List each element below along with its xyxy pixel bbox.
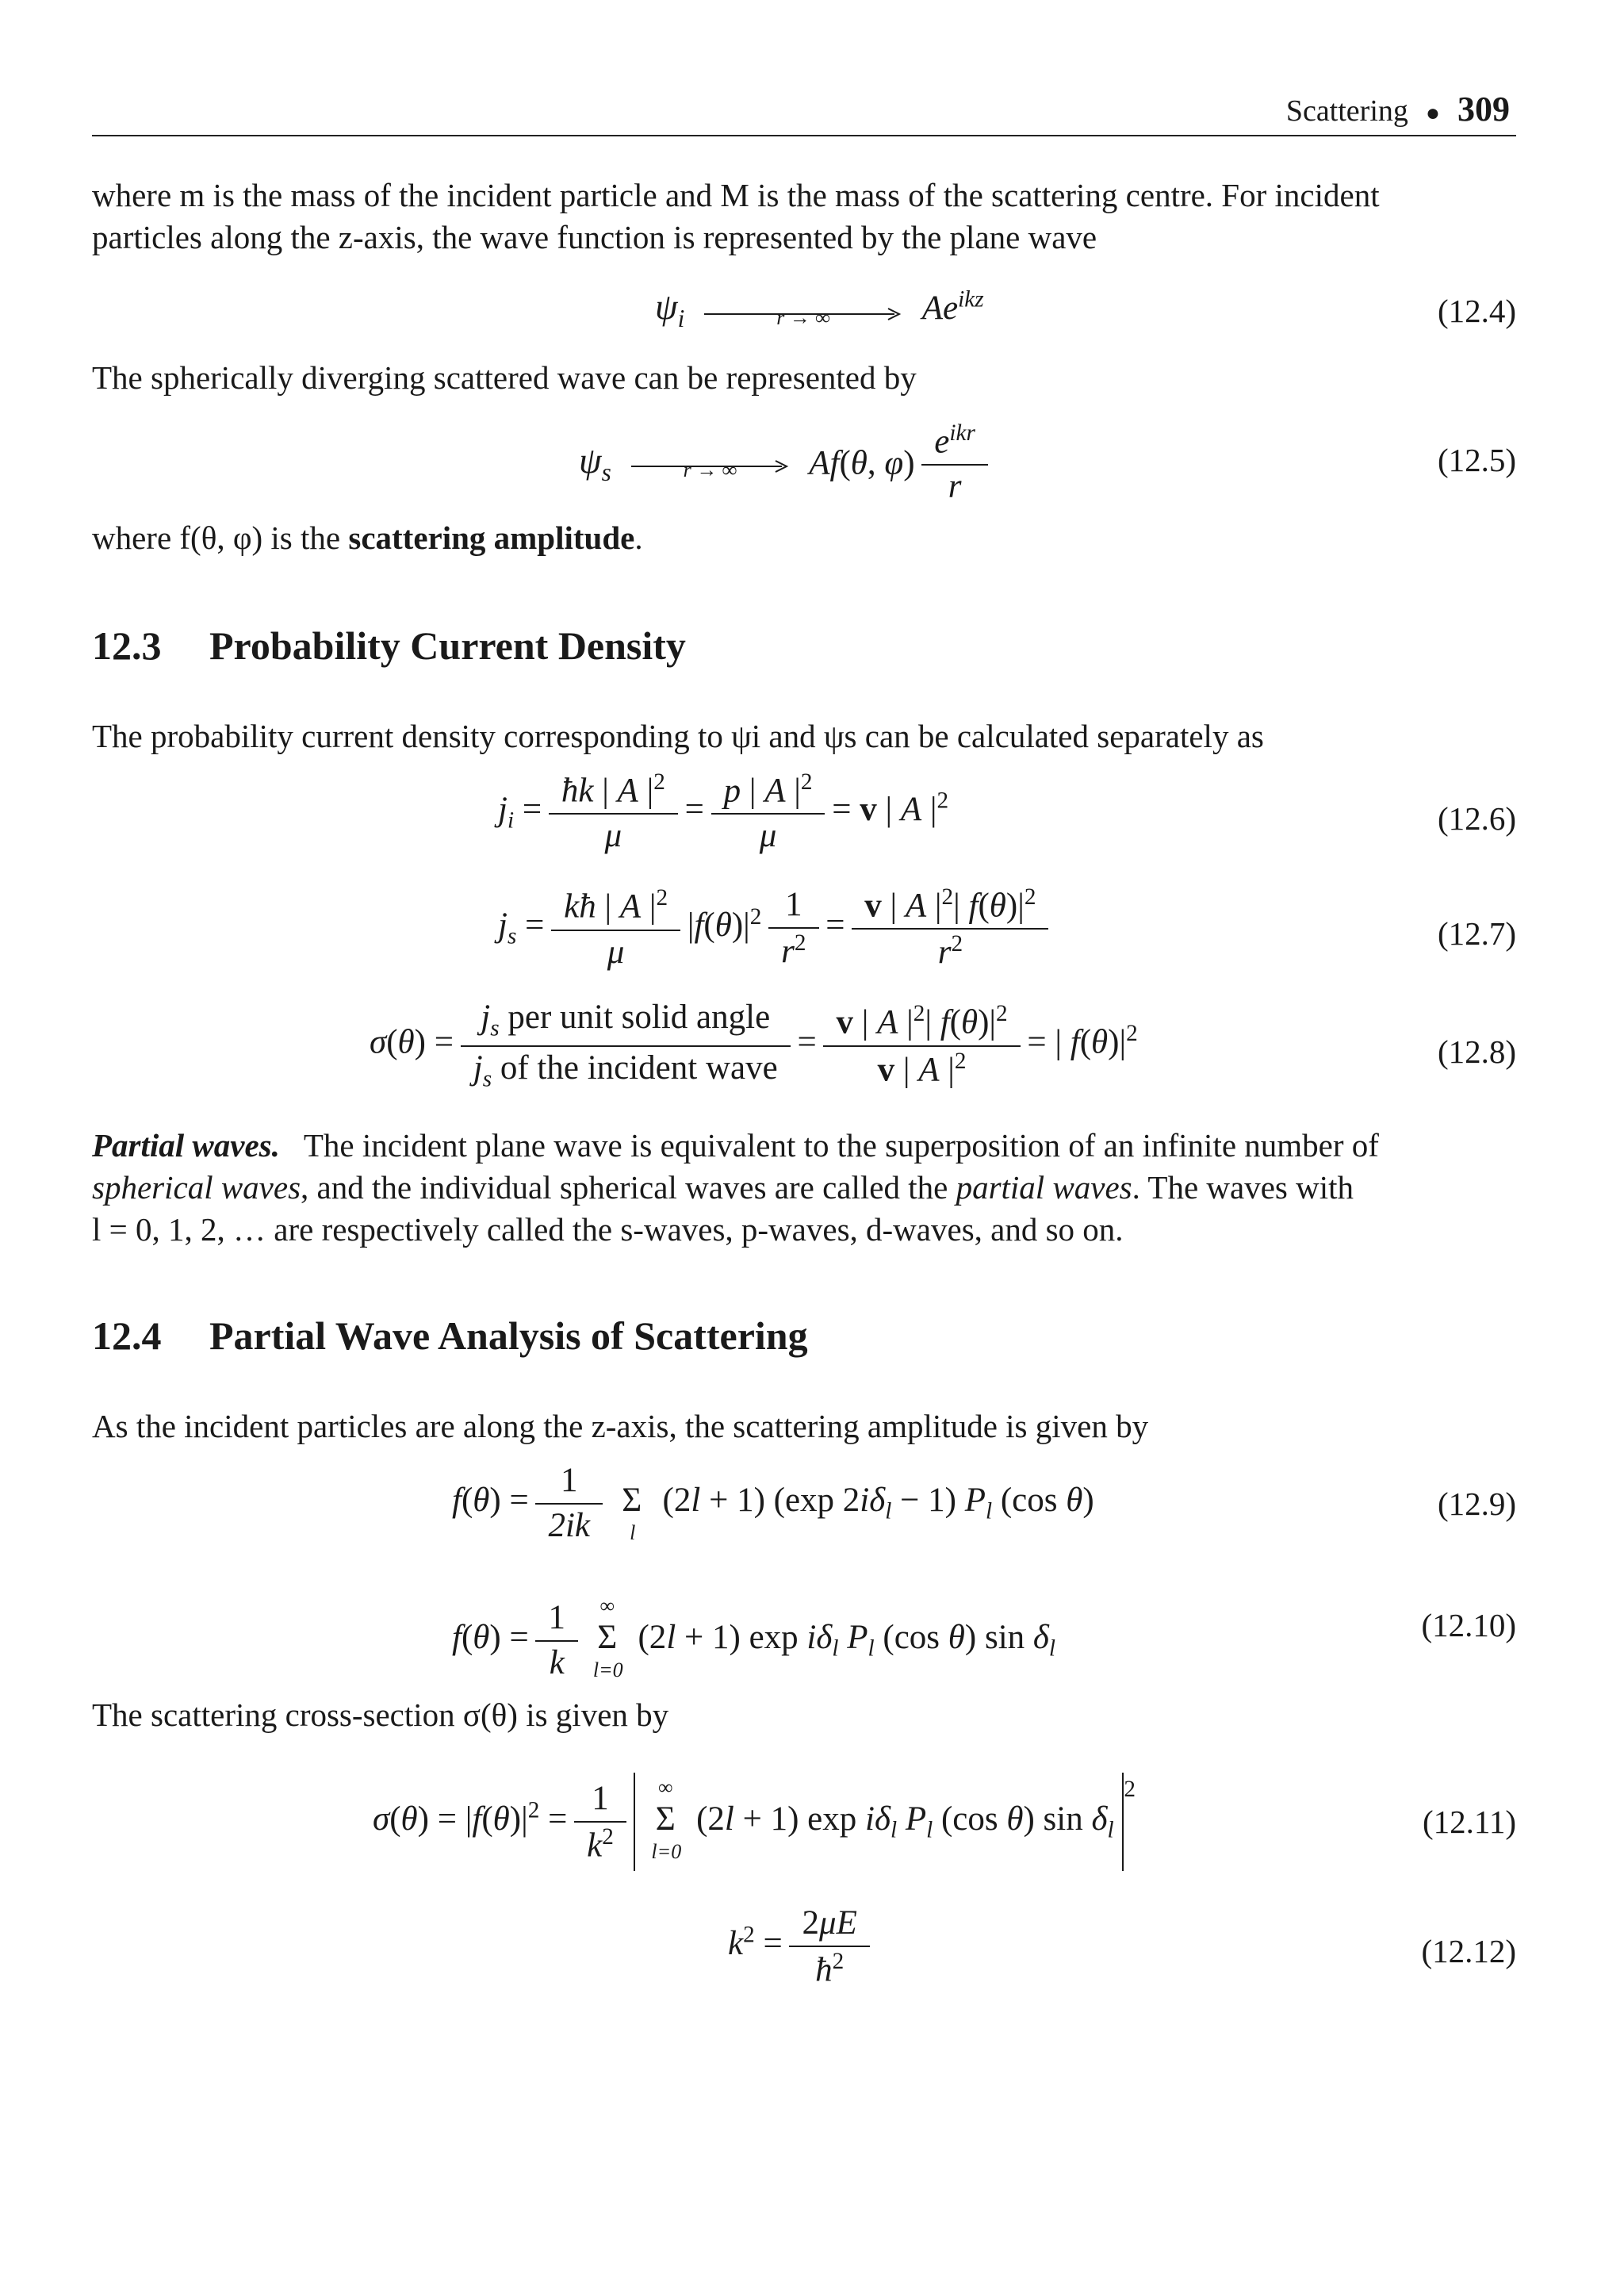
paragraph-diverging: The spherically diverging scattered wave can be represented by [92, 359, 917, 396]
running-head [1286, 89, 1510, 129]
equation-number: (12.7) [1437, 915, 1516, 952]
text: . [634, 519, 643, 556]
equation-number: (12.11) [1422, 1804, 1516, 1840]
equation-number: (12.12) [1421, 1933, 1516, 1969]
section-title: Probability Current Density [209, 623, 686, 668]
italic-term: partial waves [956, 1169, 1132, 1206]
equation-12-5: $\psi_s$ r → ∞ Af(θ, φ) $\frac{e^{ikr}}{r}$ [579, 420, 986, 506]
section-number: 12.3 [92, 623, 162, 668]
equation-number: (12.6) [1437, 800, 1516, 837]
run-in-heading: Partial waves. [92, 1127, 280, 1164]
text: The incident plane wave is equivalent to the superposition of an infinite number of [303, 1127, 1379, 1164]
equation-number: (12.5) [1437, 442, 1516, 478]
paragraph-amplitude [92, 517, 1516, 559]
equation-12-11: $\sigma(\theta) = |f(\theta)|^2$ = $\frac{1}{k^2}$ ∞ Σ l=0 (2l + 1) $\exp i\delta_l$ $P_l$ (cos θ) $\sin \delta_l$ $^2$ [373, 1773, 1136, 1871]
equation-number: (12.8) [1437, 1033, 1516, 1070]
paragraph-current: The probability current density corresponding to ψi and ψs can be calculated separately as [92, 718, 1264, 754]
text: . The waves with [1132, 1169, 1354, 1206]
text: where f(θ, φ) is the [92, 519, 341, 556]
equation-12-10: f(θ) = $\frac{1}{k}$ ∞ Σ l=0 (2l + 1) $\exp i\delta_l$ $P_l$ (cos θ) $\sin \delta_l$ [452, 1593, 1056, 1681]
paragraph-partial-waves [92, 1125, 1516, 1251]
page-number: 309 [1457, 90, 1510, 128]
numerator-text: per unit solid angle [508, 999, 771, 1036]
equation-12-9: f(θ) = $\frac{1}{2ik}$ Σ l (2l + 1) (exp $2i\delta_l - 1$) $P_l$ (cos θ) [452, 1462, 1094, 1544]
equation-12-12: $k^2$ = $\frac{2\mu E}{ħ^2}$ [728, 1904, 868, 1989]
bold-term: scattering amplitude [348, 519, 635, 556]
equation-lhs: σ(θ) = [370, 1023, 454, 1061]
section-number: 12.4 [92, 1313, 162, 1358]
equation-number: (12.10) [1421, 1607, 1516, 1643]
equation-number: (12.4) [1437, 293, 1516, 329]
paragraph-amplitude-given: As the incident particles are along the z-axis, the scattering amplitude is given by [92, 1408, 1149, 1444]
denominator-text: of the incident wave [500, 1049, 778, 1087]
paragraph-mass [92, 174, 1516, 259]
equation-12-8: σ(θ) = $\frac{j_s per unit solid angle}{j_s of the incident wave}$ = $\frac{v | A |^2| f(\theta)|^2}{v | A |^2}$ = | $f(\theta)|^2$ [370, 999, 1138, 1092]
paragraph-line: particles along the z-axis, the wave function is represented by the plane wave [92, 219, 1097, 255]
section-heading-12-4 [92, 1313, 808, 1359]
header-rule [92, 135, 1516, 136]
equation-12-6: $j_i$ = $\frac{ħk | A |^2}{\mu}$ = $\frac{p | A |^2}{\mu}$ = v | A $|^2$ [498, 769, 949, 855]
italic-term: spherical waves [92, 1169, 301, 1206]
bullet-icon: ● [1425, 100, 1440, 126]
running-head-section: Scattering [1285, 94, 1408, 128]
paragraph-line: where m is the mass of the incident particle and M is the mass of the scattering centre. For incident [92, 177, 1380, 213]
equation-12-4: $\psi_i$ r → ∞ $Ae^{ikz}$ [655, 286, 984, 333]
text: , and the individual spherical waves are called the [301, 1169, 948, 1206]
equation-number: (12.9) [1437, 1486, 1516, 1522]
text: l = 0, 1, 2, … are respectively called the s-waves, p-waves, d-waves, and so on. [92, 1211, 1124, 1248]
section-title: Partial Wave Analysis of Scattering [209, 1313, 808, 1358]
paragraph-cross-section: The scattering cross-section σ(θ) is given by [92, 1696, 669, 1733]
equation-12-7: $j_s$ = $\frac{kħ | A |^2}{\mu}$ $|f(\theta)|^2$ $\frac{1}{r^2}$ = $\frac{v | A |^2| f(\theta)|^2}{r^2}$ [498, 884, 1047, 972]
section-heading-12-3 [92, 623, 686, 669]
